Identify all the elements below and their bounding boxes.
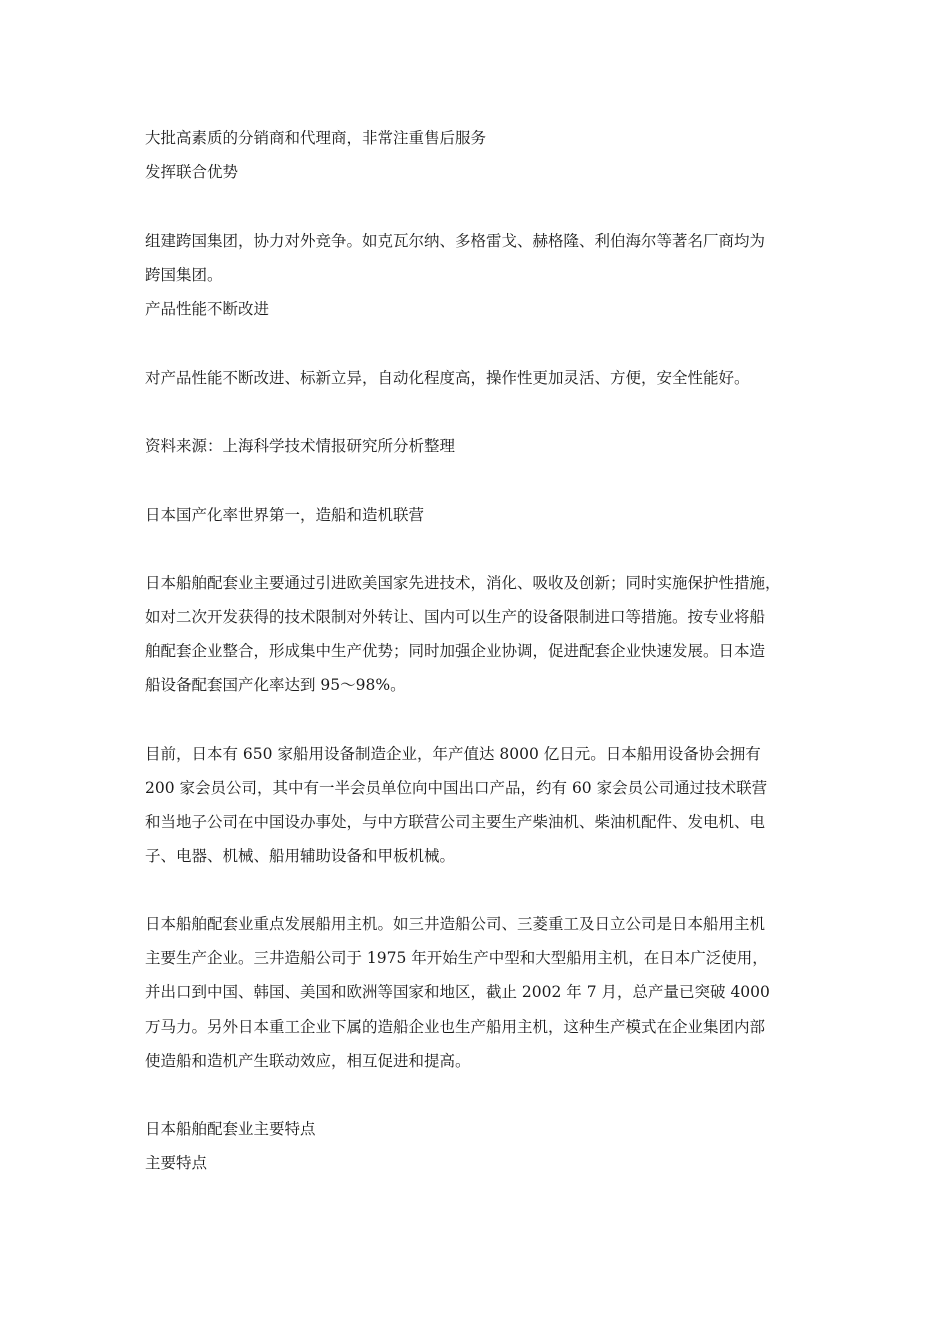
text-line: 对产品性能不断改进、标新立异，自动化程度高，操作性更加灵活、方便，安全性能好。	[145, 369, 750, 387]
text-line: 并出口到中国、韩国、美国和欧洲等国家和地区，截止 2002 年 7 月，总产量已突破 4000	[145, 983, 770, 1001]
text-line: 日本船舶配套业重点发展船用主机。如三井造船公司、三菱重工及日立公司是日本船用主机	[145, 915, 766, 933]
text-line: 舶配套企业整合，形成集中生产优势；同时加强企业协调，促进配套企业快速发展。日本造	[145, 642, 766, 660]
section-heading: 产品性能不断改进	[145, 300, 270, 318]
text-line: 大批高素质的分销商和代理商，非常注重售后服务	[145, 129, 487, 147]
text-line: 200 家会员公司，其中有一半会员单位向中国出口产品，约有 60 家会员公司通过技术联营	[145, 779, 768, 797]
text-line: 如对二次开发获得的技术限制对外转让、国内可以生产的设备限制进口等措施。按专业将船	[145, 608, 766, 626]
section-heading: 日本船舶配套业主要特点	[145, 1120, 316, 1138]
source-note: 资料来源：上海科学技术情报研究所分析整理	[145, 437, 456, 455]
text-line: 子、电器、机械、船用辅助设备和甲板机械。	[145, 847, 456, 865]
text-line: 组建跨国集团，协力对外竞争。如克瓦尔纳、多格雷戈、赫格隆、利伯海尔等著名厂商均为	[145, 232, 766, 250]
text-line: 使造船和造机产生联动效应，相互促进和提高。	[145, 1052, 471, 1070]
text-line: 万马力。另外日本重工企业下属的造船企业也生产船用主机，这种生产模式在企业集团内部	[145, 1018, 766, 1036]
section-heading: 主要特点	[145, 1154, 208, 1172]
text-line: 主要生产企业。三井造船公司于 1975 年开始生产中型和大型船用主机，在日本广泛使用，	[145, 949, 768, 967]
text-line: 船设备配套国产化率达到 95～98%。	[145, 676, 406, 694]
text-line: 跨国集团。	[145, 266, 223, 284]
text-line: 和当地子公司在中国设办事处，与中方联营公司主要生产柴油机、柴油机配件、发电机、电	[145, 813, 766, 831]
section-heading: 日本国产化率世界第一，造船和造机联营	[145, 506, 425, 524]
text-line: 日本船舶配套业主要通过引进欧美国家先进技术，消化、吸收及创新；同时实施保护性措施，	[145, 574, 781, 592]
text-line: 目前，日本有 650 家船用设备制造企业，年产值达 8000 亿日元。日本船用设备协会拥有	[145, 745, 761, 763]
section-heading: 发挥联合优势	[145, 163, 239, 181]
